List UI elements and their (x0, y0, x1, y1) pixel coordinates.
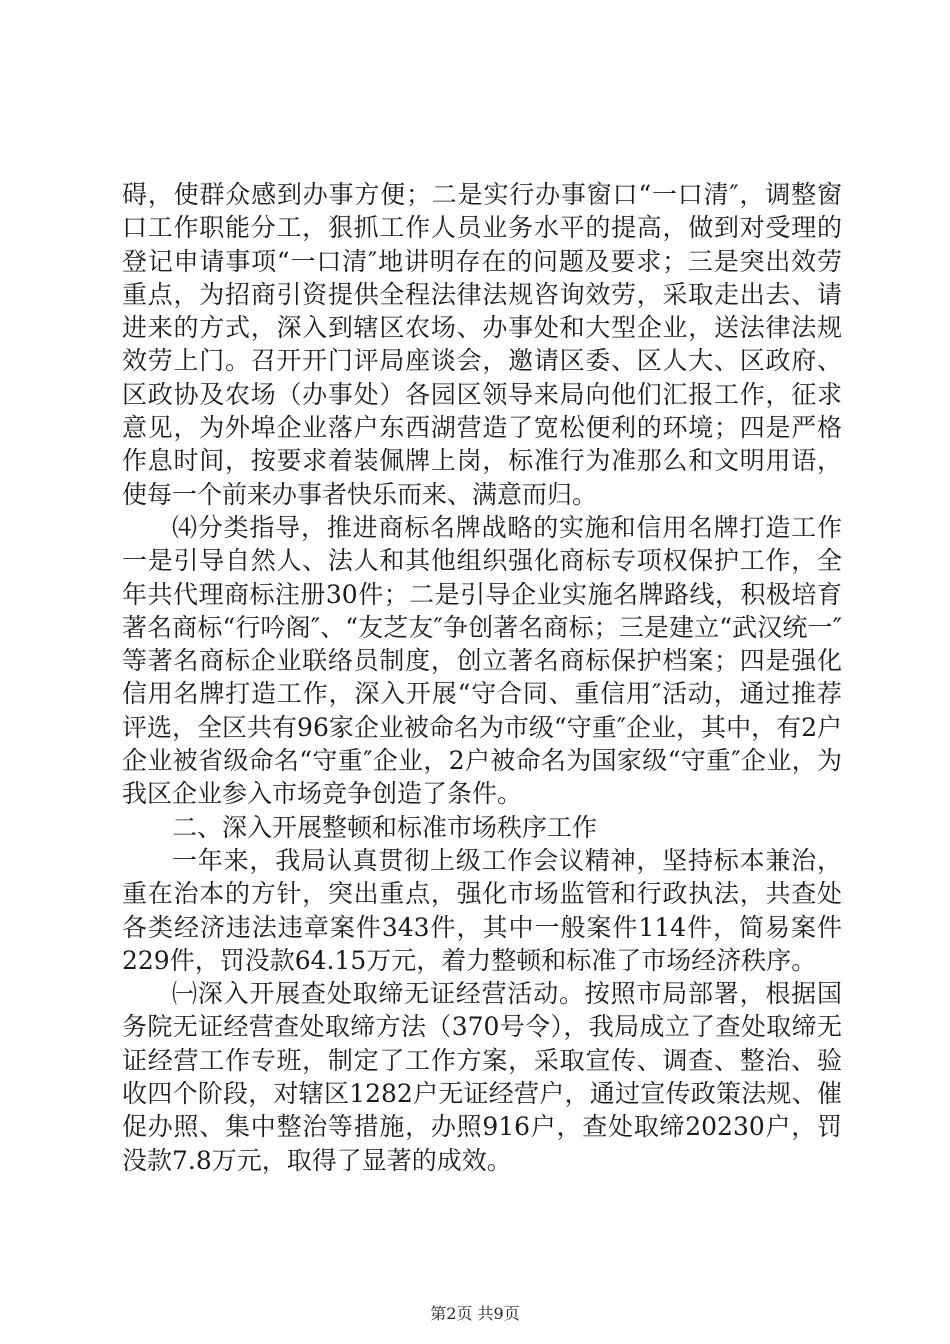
paragraph-market-order: 一年来，我局认真贯彻上级工作会议精神，坚持标本兼治，重在治本的方针，突出重点，强化市场监管和行政执法，共查处各类经济违法违章案件343件，其中一般案件114件，简易案件229件，罚没款64.15万元，着力整顿和标准了市场经济秩序。 (122, 845, 842, 975)
section-heading: 二、深入开展整顿和标准市场秩序工作 (172, 812, 598, 842)
document-body (122, 178, 842, 1177)
paragraph-brand-strategy: ⑷分类指导，推进商标名牌战略的实施和信用名牌打造工作一是引导自然人、法人和其他组织强化商标专项权保护工作，全年共代理商标注册30件；二是引导企业实施名牌路线，积极培育著名商标“行吟阁″、“友芝友″争创著名商标；三是建立“武汉统一″等著名商标企业联络员制度，创立著名商标保护档案；四是强化信用名牌打造工作，深入开展“守合同、重信用″活动，通过推荐评选，全区共有96家企业被命名为市级“守重″企业，其中，有2户企业被省级命名“守重″企业，2户被命名为国家级“守重″企业，为我区企业参入市场竞争创造了条件。 (122, 512, 842, 809)
paragraph-unlicensed-business: ㈠深入开展查处取缔无证经营活动。按照市局部署，根据国务院无证经营查处取缔方法（370号令），我局成立了查处取缔无证经营工作专班，制定了工作方案，采取宣传、调查、整治、验收四个阶段，对辖区1282户无证经营户，通过宣传政策法规、催促办照、集中整治等措施，办照916户，查处取缔20230户，罚没款7.8万元，取得了显著的成效。 (122, 979, 842, 1175)
page-footer: 第2页 共9页 (430, 1304, 520, 1323)
paragraph-continuation: 碍，使群众感到办事方便；二是实行办事窗口“一口清″，调整窗口工作职能分工，狠抓工作人员业务水平的提高，做到对受理的登记申请事项“一口清″地讲明存在的问题及要求；三是突出效劳重点，为招商引资提供全程法律法规咨询效劳，采取走出去、请进来的方式，深入到辖区农场、办事处和大型企业，送法律法规效劳上门。召开开门评局座谈会，邀请区委、区人大、区政府、区政协及农场（办事处）各园区领导来局向他们汇报工作，征求意见，为外埠企业落户东西湖营造了宽松便利的环境；四是严格作息时间，按要求着装佩牌上岗，标准行为准那么和文明用语，使每一个前来办事者快乐而来、满意而归。 (122, 180, 842, 509)
